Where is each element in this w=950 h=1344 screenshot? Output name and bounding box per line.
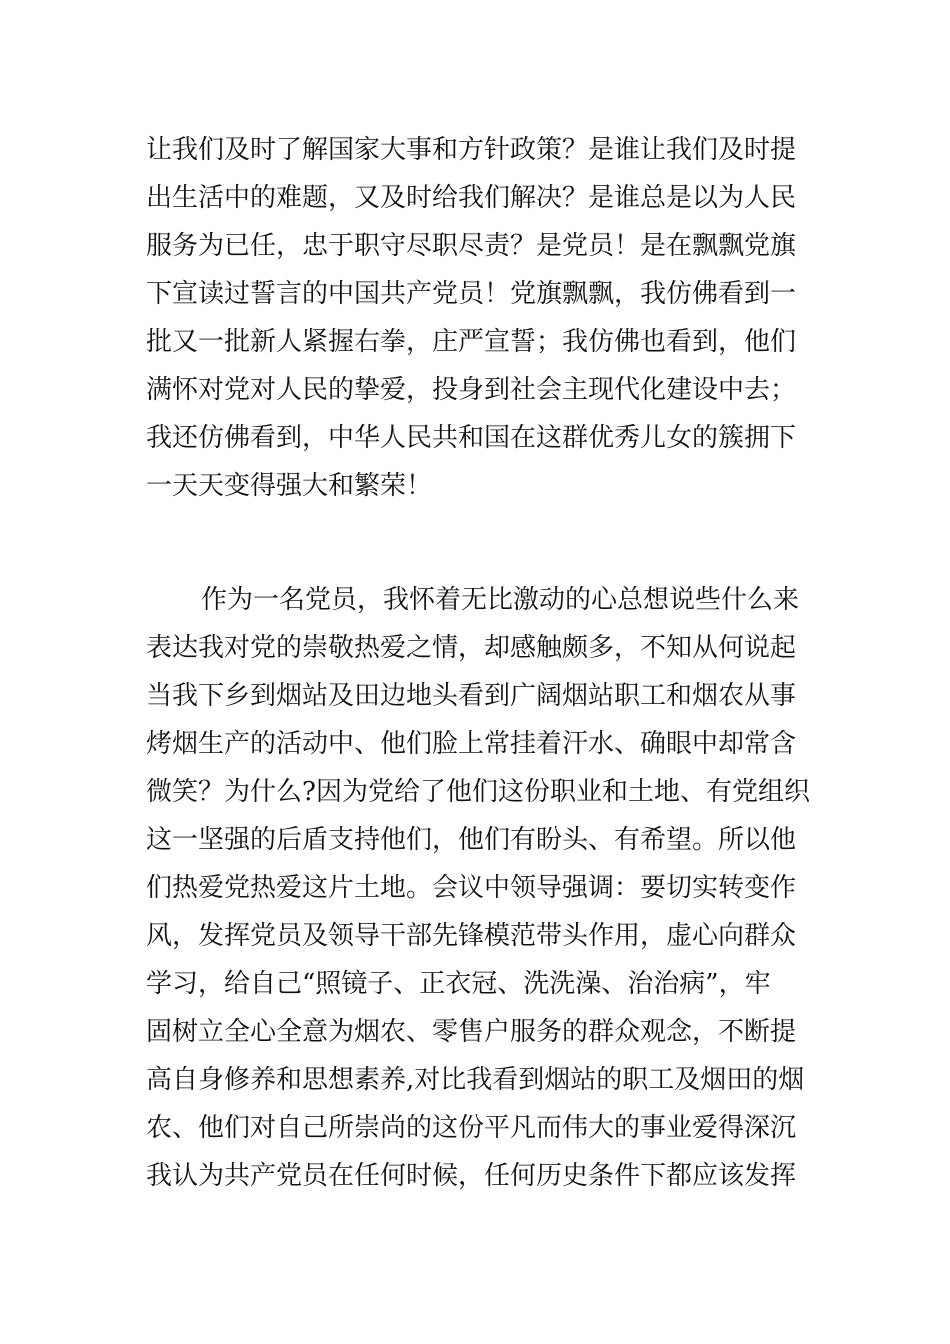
text-line: 一天天变得强大和繁荣！ <box>146 471 433 501</box>
paragraph-2 <box>146 576 816 1200</box>
text-line-indented: 作为一名党员，我怀着无比激动的心总想说些什么来 <box>201 585 800 615</box>
text-line: 出生活中的难题，又及时给我们解决？是谁总是以为人民 <box>146 183 797 213</box>
text-line: 下宣读过誓言的中国共产党员！党旗飘飘，我仿佛看到一 <box>146 279 797 309</box>
text-line: 满怀对党对人民的挚爱，投身到社会主现代化建设中去； <box>146 375 797 405</box>
text-line: 风，发挥党员及领导干部先锋模范带头作用，虚心向群众 <box>146 921 797 951</box>
text-line: 们热爱党热爱这片土地。会议中领导强调：要切实转变作 <box>146 873 797 903</box>
text-line: 服务为已任，忠于职守尽职尽责？是党员！是在飘飘党旗 <box>146 231 797 261</box>
text-line: 我还仿佛看到，中华人民共和国在这群优秀儿女的簇拥下 <box>146 423 797 453</box>
text-line: 微笑？为什么?因为党给了他们这份职业和土地、有党组织 <box>146 777 810 807</box>
text-line: 学习，给自己“照镜子、正衣冠、洗洗澡、治治病”，牢 <box>146 969 771 999</box>
text-line: 我认为共产党员在任何时候，任何历史条件下都应该发挥 <box>146 1161 797 1191</box>
text-line: 这一坚强的后盾支持他们，他们有盼头、有希望。所以他 <box>146 825 797 855</box>
text-line: 表达我对党的崇敬热爱之情，却感触颇多，不知从何说起 <box>146 633 797 663</box>
text-line: 烤烟生产的活动中、他们脸上常挂着汗水、确眼中却常含 <box>146 729 797 759</box>
paragraph-1 <box>146 126 816 510</box>
text-line: 批又一批新人紧握右拳，庄严宣誓；我仿佛也看到，他们 <box>146 327 797 357</box>
text-line: 让我们及时了解国家大事和方针政策？是谁让我们及时提 <box>146 135 797 165</box>
text-line: 高自身修养和思想素养,对比我看到烟站的职工及烟田的烟 <box>146 1065 805 1095</box>
text-line: 农、他们对自己所崇尚的这份平凡而伟大的事业爱得深沉 <box>146 1113 797 1143</box>
text-line: 当我下乡到烟站及田边地头看到广阔烟站职工和烟农从事 <box>146 681 797 711</box>
text-line: 固树立全心全意为烟农、零售户服务的群众观念，不断提 <box>146 1017 797 1047</box>
